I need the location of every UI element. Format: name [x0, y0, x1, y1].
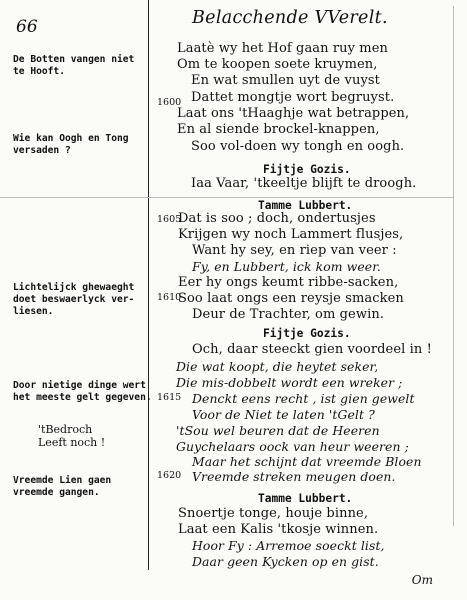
verse-line: Krijgen wy noch Lammert flusjes,: [178, 227, 404, 242]
verse-line: Om te koopen soete kruymen,: [177, 57, 378, 72]
verse-line: En al siende brockel-knappen,: [177, 122, 380, 137]
line-number: 1615: [157, 392, 182, 403]
verse-line: Deur de Trachter, om gewin.: [192, 307, 385, 322]
verse-line: Voor de Niet te laten 'tGelt ?: [192, 407, 375, 422]
verse-line: Die mis-dobbelt wordt een wreker ;: [176, 375, 403, 390]
fold-line: [0, 197, 453, 198]
line-number: 1605: [157, 214, 182, 225]
line-number: 1600: [157, 97, 182, 108]
verse-line: Want hy sey, en riep van veer :: [192, 243, 397, 258]
verse-line: Dattet mongtje wort begruyst.: [191, 90, 395, 105]
verse-line: Snoertje tonge, houje binne,: [178, 506, 369, 521]
margin-note-3: Lichtelijck ghewaeght doet beswaerlyck ver- liesen.: [13, 282, 135, 317]
verse-line: Eer hy ongs keumt ribbe-sacken,: [178, 275, 399, 290]
line-number: 1620: [157, 470, 182, 481]
margin-note-4: Door nietige dinge wert het meeste gelt gegeven.: [13, 380, 152, 403]
verse-line: Guychelaars oock van heur weeren ;: [176, 439, 409, 454]
verse-line: 'tSou wel beuren dat de Heeren: [176, 423, 380, 438]
margin-rule: [148, 0, 149, 570]
speaker-label: Tamme Lubbert.: [258, 492, 353, 505]
line-number: 1610: [157, 292, 182, 303]
page-number: 66: [16, 17, 38, 37]
margin-note-2: Wie kan Oogh en Tong versaden ?: [13, 133, 129, 156]
catchword: Om: [411, 573, 433, 587]
verse-line: Laatè wy het Hof gaan ruy men: [177, 41, 389, 56]
verse-line: Denckt eens recht , ist gien gewelt: [192, 391, 415, 406]
verse-line: Hoor Fy : Arremoe soeckt list,: [192, 538, 385, 553]
margin-note-1: De Botten vangen niet te Hooft.: [13, 54, 135, 77]
margin-note-5: 'tBedroch Leeft noch !: [38, 423, 106, 449]
verse-line: Die wat koopt, die heytet seker,: [176, 359, 379, 374]
verse-line: Dat is soo ; doch, ondertusjes: [178, 211, 376, 226]
right-edge-rule: [453, 6, 454, 526]
verse-line: Soo vol-doen wy tongh en oogh.: [191, 139, 405, 154]
verse-line: Soo laat ongs een reysje smacken: [178, 291, 404, 306]
speaker-label: Tamme Lubbert.: [258, 199, 353, 212]
margin-note-6: Vreemde Lien gaen vreemde gangen.: [13, 475, 112, 498]
verse-line: En wat smullen uyt de vuyst: [191, 73, 380, 88]
verse-line: Maar het schijnt dat vreemde Bloen: [192, 454, 422, 469]
verse-line: Laat ons 'tHaaghje wat betrappen,: [177, 106, 410, 121]
verse-line: Iaa Vaar, 'tkeeltje blijft te droogh.: [191, 176, 417, 191]
verse-line: Laat een Kalis 'tkosje winnen.: [178, 522, 379, 537]
verse-line: Och, daar steeckt gien voordeel in !: [192, 342, 432, 357]
speaker-label: Fijtje Gozis.: [263, 163, 351, 176]
verse-line: Fy, en Lubbert, ick kom weer.: [192, 259, 381, 274]
verse-line: Daar geen Kycken op en gist.: [192, 554, 379, 569]
verse-line: Vreemde streken meugen doen.: [192, 469, 396, 484]
speaker-label: Fijtje Gozis.: [263, 327, 351, 340]
running-head: Belacchende VVerelt.: [192, 8, 388, 28]
